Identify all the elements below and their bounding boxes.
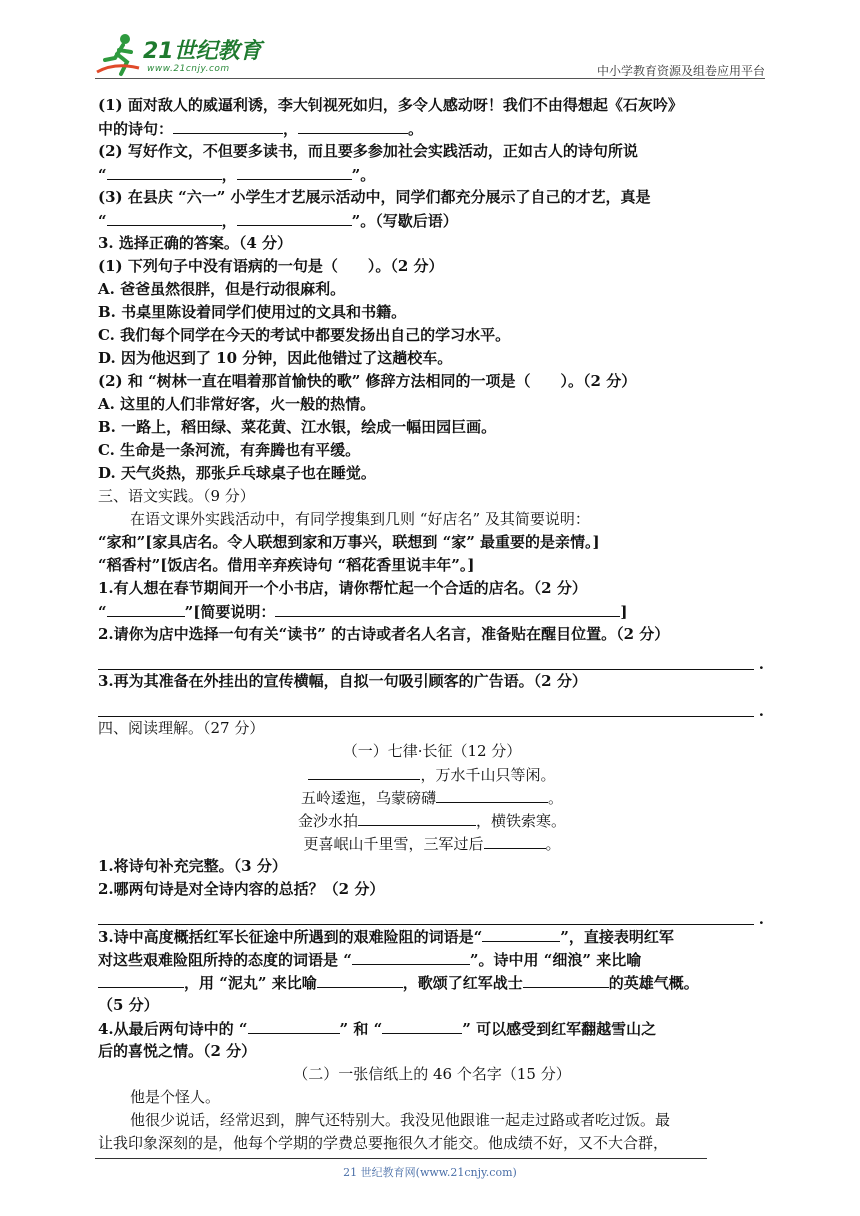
page-header — [95, 30, 765, 80]
practice-q2: 2.请你为店中选择一句有关“读书” 的古诗或者名人名言，准备贴在醒目位置。（2 分） — [98, 625, 670, 643]
choice1-question: (1) 下列句子中没有语病的一句是（ ）。（2 分） — [98, 257, 444, 275]
choice2-a: A. 这里的人们非常好客，火一般的热情。 — [98, 395, 376, 413]
practice-q3: 3.再为其准备在外挂出的宣传横幅，自拟一句吸引顾客的广告语。（2 分） — [98, 672, 587, 690]
passage-p2-line1: 他很少说话，经常迟到，脾气还特别大。我没见他跟谁一起走过路或者吃过饭。最 — [130, 1111, 671, 1129]
practice-q1-blanks: “ ”[简要说明： ] — [98, 600, 766, 623]
q2-text: (2) 写好作文，不但要多读书，而且要多参加社会实践活动，正如古人的诗句所说 — [98, 142, 638, 160]
passage-title: （二）一张信纸上的 46 个名字（15 分） — [293, 1065, 571, 1083]
blank[interactable] — [237, 209, 352, 226]
blank[interactable] — [352, 948, 470, 965]
reading-q3-line1: 3.诗中高度概括红军长征途中所遇到的艰难险阻的词语是“ ”，直接表明红军 — [98, 925, 766, 948]
blank[interactable] — [317, 971, 403, 988]
blank[interactable] — [107, 209, 222, 226]
page-footer: 21 世纪教育网(www.21cnjy.com) — [343, 1166, 517, 1179]
store-name-blank[interactable] — [107, 600, 185, 617]
choice2-c: C. 生命是一条河流，有奔腾也有平缓。 — [98, 441, 361, 459]
choice1-a: A. 爸爸虽然很胖，但是行动很麻利。 — [98, 280, 346, 298]
answer-line[interactable]: . — [98, 646, 754, 670]
blank[interactable] — [523, 971, 609, 988]
choice2-d: D. 天气炎热，那张乒乓球桌子也在睡觉。 — [98, 464, 376, 482]
blank[interactable] — [484, 832, 546, 849]
blank[interactable] — [173, 117, 283, 134]
q3-text: (3) 在县庆 “六一” 小学生才艺展示活动中，同学们都充分展示了自己的才艺，真是 — [98, 188, 651, 206]
choice1-c: C. 我们每个同学在今天的考试中都要发扬出自己的学习水平。 — [98, 326, 511, 344]
poem-line-4: 更喜岷山千里雪，三军过后 。 — [98, 832, 766, 855]
exam-content — [98, 94, 766, 1155]
example-jiahe: “家和”[家具店名。令人联想到家和万事兴，联想到 “家” 最重要的是亲情。] — [98, 533, 600, 551]
reading-q4-line2: 后的喜悦之情。（2 分） — [98, 1042, 257, 1060]
explanation-blank[interactable] — [275, 600, 620, 617]
reading-q3-score: （5 分） — [98, 996, 159, 1014]
example-daoxiangcun: “稻香村”[饭店名。借用辛弃疾诗句 “稻花香里说丰年”。] — [98, 556, 475, 574]
choice2-question: (2) 和 “树林一直在唱着那首愉快的歌” 修辞方法相同的一项是（ ）。（2 分） — [98, 372, 637, 390]
platform-name: 中小学教育资源及组卷应用平台 — [596, 64, 765, 78]
blank[interactable] — [308, 763, 420, 780]
poem-line-1: ，万水千山只等闲。 — [98, 763, 766, 786]
blank[interactable] — [482, 925, 560, 942]
poem-line-3: 金沙水拍 ，横铁索寒。 — [98, 809, 766, 832]
section-reading-title: 四、阅读理解。（27 分） — [98, 719, 265, 737]
q2-blanks: “ ， ”。 — [98, 163, 766, 186]
reading-q3-line3: ，用 “泥丸” 来比喻 ，歌颂了红军战士 的英雄气概。 — [98, 971, 766, 994]
choice1-b: B. 书桌里陈设着同学们使用过的文具和书籍。 — [98, 303, 407, 321]
passage-p1: 他是个怪人。 — [130, 1088, 221, 1106]
passage-p2-line2: 让我印象深刻的是，他每个学期的学费总要拖很久才能交。他成绩不好，又不大合群， — [98, 1134, 669, 1152]
reading-q3-line2: 对这些艰难险阻所持的态度的词语是 “ ”。诗中用 “细浪” 来比喻 — [98, 948, 766, 971]
logo-text: 21世纪教育 — [143, 39, 262, 64]
answer-line[interactable]: . — [98, 901, 754, 925]
choice2-b: B. 一路上，稻田绿、菜花黄、江水银，绘成一幅田园巨画。 — [98, 418, 497, 436]
answer-line[interactable]: . — [98, 693, 754, 717]
blank[interactable] — [98, 971, 184, 988]
q3-blanks: “ ， ”。（写歇后语） — [98, 209, 766, 232]
footer-divider — [95, 1158, 707, 1159]
logo — [95, 30, 285, 80]
blank[interactable] — [248, 1017, 340, 1034]
blank[interactable] — [298, 117, 408, 134]
reading-q4-line1: 4.从最后两句诗中的 “ ” 和 “ ” 可以感受到红军翻越雪山之 — [98, 1017, 766, 1040]
logo-url: www.21cnjy.com — [147, 64, 230, 74]
runner-logo-icon — [95, 32, 145, 78]
blank[interactable] — [382, 1017, 462, 1034]
poem-title: （一）七律·长征（12 分） — [342, 742, 522, 760]
header-divider — [95, 78, 765, 79]
blank[interactable] — [107, 163, 222, 180]
choice1-d: D. 因为他迟到了 10 分钟，因此他错过了这趟校车。 — [98, 349, 453, 367]
section-practice-title: 三、语文实践。（9 分） — [98, 487, 255, 505]
q1-text: (1) 面对敌人的威逼利诱，李大钊视死如归，多令人感动呀！我们不由得想起《石灰吟》 — [98, 96, 683, 114]
q1-blanks: 中的诗句： ， 。 — [98, 117, 766, 140]
reading-q2: 2.哪两句诗是对全诗内容的总括？（2 分） — [98, 880, 385, 898]
reading-q1: 1.将诗句补充完整。（3 分） — [98, 857, 287, 875]
poem-line-2: 五岭逶迤，乌蒙磅礴 。 — [98, 786, 766, 809]
practice-intro: 在语文课外实践活动中，有同学搜集到几则 “好店名” 及其简要说明： — [130, 510, 590, 528]
section3-title: 3. 选择正确的答案。（4 分） — [98, 234, 293, 252]
blank[interactable] — [436, 786, 548, 803]
blank[interactable] — [237, 163, 352, 180]
blank[interactable] — [358, 809, 476, 826]
practice-q1: 1.有人想在春节期间开一个小书店，请你帮忙起一个合适的店名。（2 分） — [98, 579, 587, 597]
